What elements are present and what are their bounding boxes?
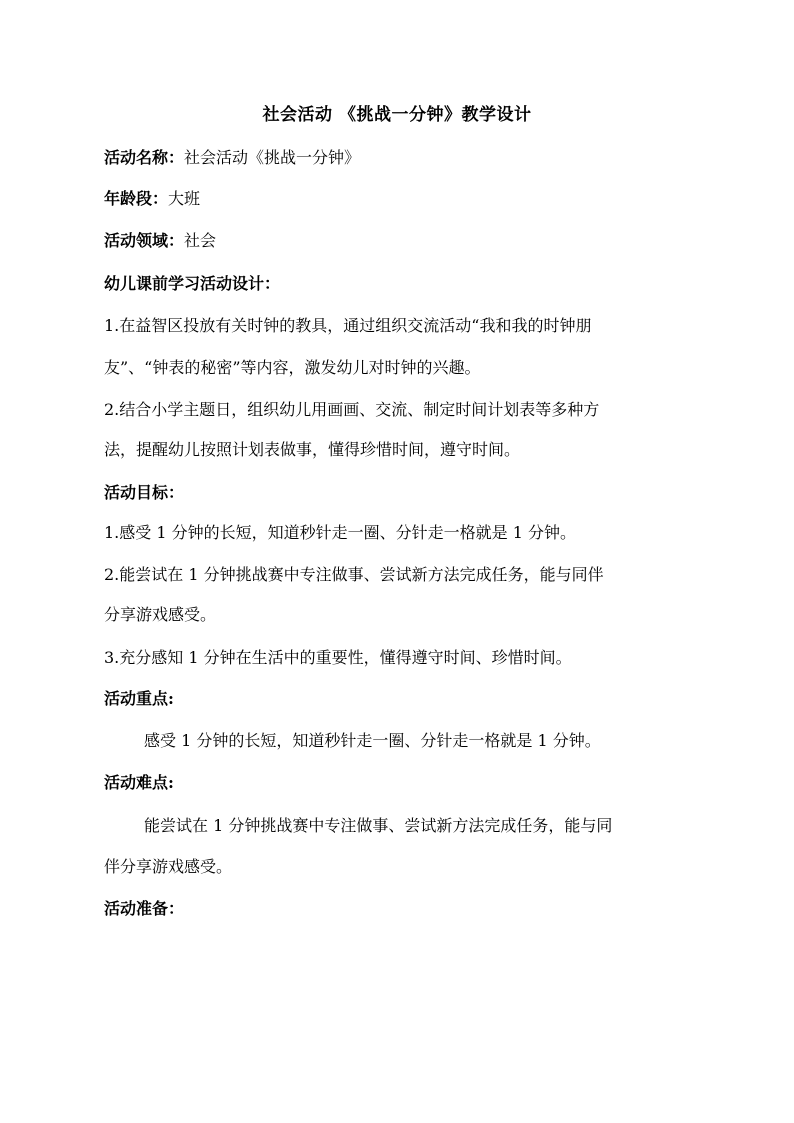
domain-line	[104, 226, 684, 256]
age-group-line	[104, 184, 684, 214]
goal-3: 3.充分感知 1 分钟在生活中的重要性，懂得遵守时间、珍惜时间。	[104, 648, 572, 667]
goal-2-line1: 2.能尝试在 1 分钟挑战赛中专注做事、尝试新方法完成任务，能与同伴	[104, 565, 604, 584]
key-point-text: 感受 1 分钟的长短，知道秒针走一圈、分针走一格就是 1 分钟。	[144, 731, 601, 750]
goals-heading: 活动目标：	[104, 483, 185, 502]
domain-label: 活动领域：	[104, 231, 185, 250]
pre-class-p2-line2: 法，提醒幼儿按照计划表做事，懂得珍惜时间，遵守时间。	[104, 440, 521, 459]
pre-class-p1-line2: 友”、“钟表的秘密”等内容，激发幼儿对时钟的兴趣。	[104, 358, 481, 377]
difficulty-line1: 能尝试在 1 分钟挑战赛中专注做事、尝试新方法完成任务，能与同	[144, 816, 613, 835]
domain-value: 社会	[184, 231, 217, 250]
activity-name-line	[104, 143, 684, 173]
key-point-heading: 活动重点:	[104, 689, 174, 708]
document-title: 社会活动 《挑战一分钟》教学设计	[262, 105, 532, 125]
difficulty-heading: 活动难点:	[104, 773, 174, 792]
goal-1: 1.感受 1 分钟的长短，知道秒针走一圈、分针走一格就是 1 分钟。	[104, 523, 576, 542]
difficulty-line2: 伴分享游戏感受。	[104, 857, 233, 876]
activity-name-label: 活动名称：	[104, 148, 185, 167]
pre-class-p2-line1: 2.结合小学主题日，组织幼儿用画画、交流、制定时间计划表等多种方	[104, 400, 600, 419]
age-group-label: 年龄段：	[104, 189, 169, 208]
activity-name-value: 社会活动《挑战一分钟》	[184, 148, 361, 167]
pre-class-p1-line1: 1.在益智区投放有关时钟的教具，通过组织交流活动“我和我的时钟朋	[104, 316, 592, 335]
preparation-heading: 活动准备：	[104, 899, 185, 918]
age-group-value: 大班	[168, 189, 201, 208]
pre-class-heading: 幼儿课前学习活动设计：	[104, 274, 281, 293]
goal-2-line2: 分享游戏感受。	[104, 605, 217, 624]
